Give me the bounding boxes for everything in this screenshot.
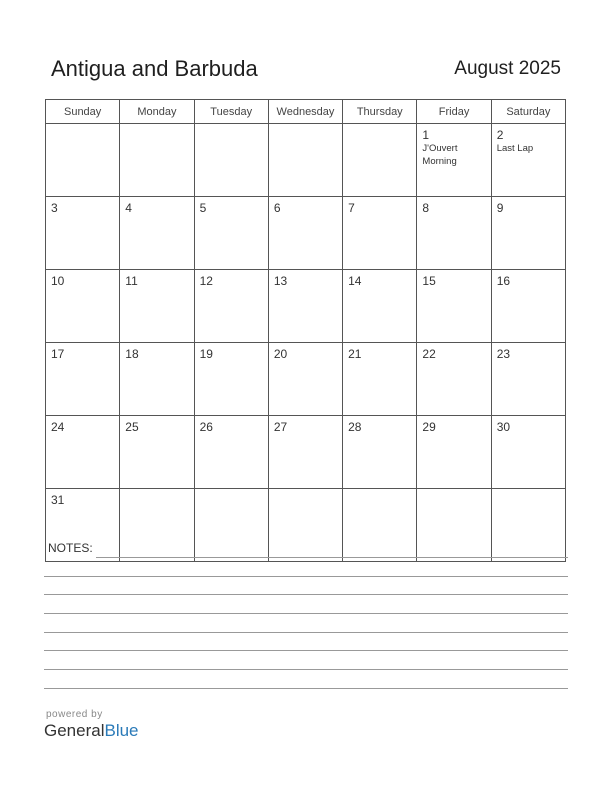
day-cell bbox=[491, 197, 565, 270]
weekday-header: Wednesday bbox=[268, 100, 342, 124]
brand-general-text: General bbox=[44, 721, 105, 740]
note-line bbox=[96, 557, 568, 558]
day-number: 8 bbox=[422, 201, 430, 215]
day-number: 30 bbox=[496, 420, 511, 434]
day-number: 29 bbox=[422, 420, 436, 434]
day-number: 22 bbox=[422, 347, 436, 361]
day-cell bbox=[194, 270, 268, 343]
day-cell bbox=[343, 197, 417, 270]
day-cell bbox=[268, 270, 342, 343]
weekday-header: Monday bbox=[120, 100, 194, 124]
weekday-header: Friday bbox=[417, 100, 491, 124]
note-line bbox=[44, 688, 568, 689]
day-number: 19 bbox=[199, 347, 213, 361]
day-number: 23 bbox=[496, 347, 511, 361]
day-number: 27 bbox=[273, 420, 288, 434]
note-line bbox=[44, 650, 568, 651]
powered-by-text: powered by bbox=[46, 709, 103, 720]
day-cell bbox=[417, 124, 491, 197]
day-number: 1 bbox=[422, 128, 430, 142]
day-number: 31 bbox=[51, 493, 65, 507]
day-cell bbox=[268, 124, 342, 197]
day-number: 10 bbox=[51, 274, 65, 288]
day-cell bbox=[46, 343, 120, 416]
note-line bbox=[44, 632, 568, 633]
day-cell bbox=[343, 270, 417, 343]
day-number: 6 bbox=[273, 201, 281, 215]
week-row bbox=[46, 489, 566, 562]
day-number: 18 bbox=[125, 347, 139, 361]
weekday-header: Thursday bbox=[343, 100, 417, 124]
day-cell bbox=[343, 489, 417, 562]
day-number: 28 bbox=[348, 420, 362, 434]
note-line bbox=[44, 613, 568, 614]
day-number: 20 bbox=[273, 347, 288, 361]
day-cell bbox=[46, 197, 120, 270]
day-cell bbox=[46, 270, 120, 343]
day-cell bbox=[417, 416, 491, 489]
day-cell bbox=[491, 124, 565, 197]
day-cell bbox=[491, 343, 565, 416]
day-cell bbox=[120, 197, 194, 270]
day-cell bbox=[120, 124, 194, 197]
weekday-header: Sunday bbox=[46, 100, 120, 124]
day-number: 12 bbox=[199, 274, 213, 288]
day-cell bbox=[194, 416, 268, 489]
day-cell bbox=[343, 416, 417, 489]
day-number: 9 bbox=[496, 201, 504, 215]
day-cell bbox=[491, 489, 565, 562]
day-number: 24 bbox=[51, 420, 65, 434]
day-cell bbox=[120, 343, 194, 416]
day-cell bbox=[46, 124, 120, 197]
week-row bbox=[46, 124, 566, 197]
brand-blue-text: Blue bbox=[104, 721, 139, 740]
week-row bbox=[46, 197, 566, 270]
day-cell bbox=[417, 270, 491, 343]
day-cell bbox=[46, 416, 120, 489]
holiday-label: Last Lap bbox=[496, 143, 534, 154]
calendar-month-title: August 2025 bbox=[454, 58, 561, 79]
week-row bbox=[46, 270, 566, 343]
day-number: 4 bbox=[125, 201, 132, 215]
day-cell bbox=[417, 197, 491, 270]
day-cell bbox=[194, 343, 268, 416]
day-cell bbox=[491, 270, 565, 343]
day-number: 16 bbox=[496, 274, 511, 288]
day-cell bbox=[417, 343, 491, 416]
day-cell bbox=[194, 197, 268, 270]
day-cell bbox=[194, 489, 268, 562]
day-number: 21 bbox=[348, 347, 362, 361]
day-cell bbox=[343, 124, 417, 197]
day-cell bbox=[417, 489, 491, 562]
weekday-header: Saturday bbox=[491, 100, 565, 124]
day-number: 25 bbox=[125, 420, 139, 434]
day-cell bbox=[268, 197, 342, 270]
brand-logo bbox=[44, 721, 139, 741]
calendar-country-title: Antigua and Barbuda bbox=[51, 56, 258, 81]
note-line bbox=[44, 576, 568, 577]
day-cell bbox=[120, 489, 194, 562]
day-number: 7 bbox=[348, 201, 355, 215]
day-cell bbox=[343, 343, 417, 416]
day-number: 15 bbox=[422, 274, 436, 288]
month-calendar-grid bbox=[45, 99, 566, 562]
note-line bbox=[44, 594, 568, 595]
week-row bbox=[46, 416, 566, 489]
week-row bbox=[46, 343, 566, 416]
day-number: 5 bbox=[199, 201, 207, 215]
day-cell bbox=[268, 489, 342, 562]
day-number: 3 bbox=[51, 201, 58, 215]
day-cell bbox=[491, 416, 565, 489]
day-cell bbox=[120, 270, 194, 343]
day-number: 17 bbox=[51, 347, 65, 361]
notes-label: NOTES: bbox=[48, 541, 93, 555]
day-number: 2 bbox=[496, 128, 504, 142]
day-number: 14 bbox=[348, 274, 362, 288]
day-number: 13 bbox=[273, 274, 288, 288]
weekday-header-row bbox=[46, 100, 566, 124]
day-number: 26 bbox=[199, 420, 213, 434]
holiday-label: J'Ouvert Morning bbox=[422, 143, 458, 167]
day-cell bbox=[194, 124, 268, 197]
day-number: 11 bbox=[125, 274, 138, 288]
day-cell bbox=[268, 416, 342, 489]
day-cell bbox=[268, 343, 342, 416]
day-cell bbox=[120, 416, 194, 489]
weekday-header: Tuesday bbox=[194, 100, 268, 124]
note-line bbox=[44, 669, 568, 670]
